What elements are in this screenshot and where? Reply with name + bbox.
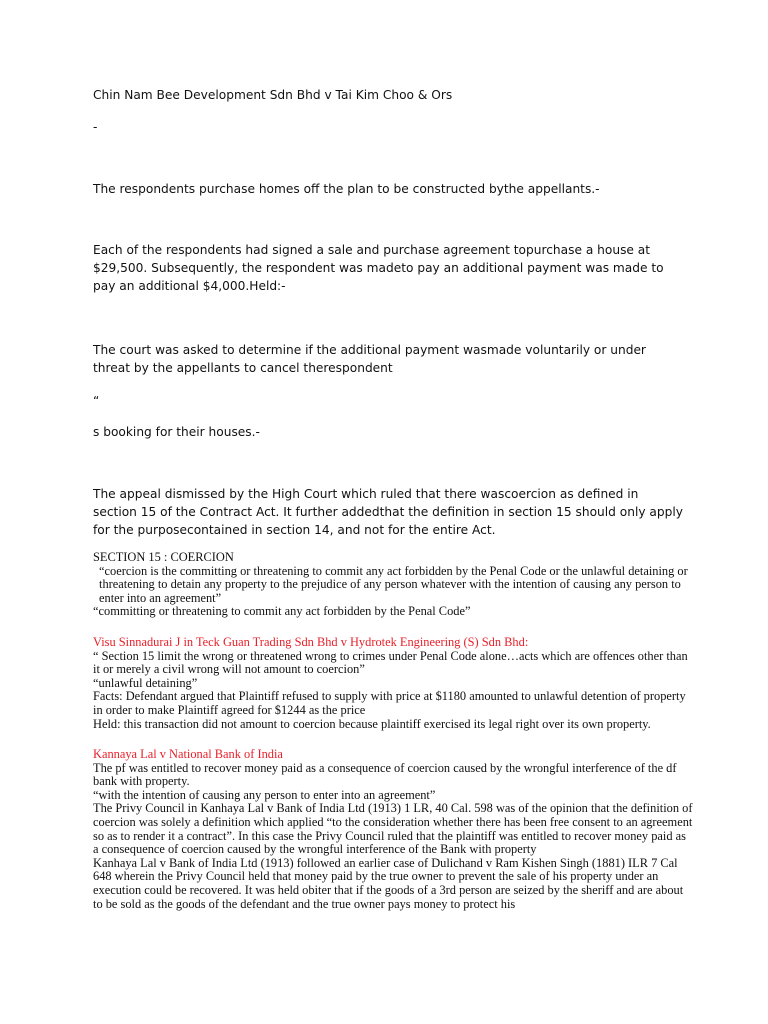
court-paragraph: The court was asked to determine if the additional payment wasmade voluntarily or under threat by the appellants to cancel therespondent	[93, 343, 646, 375]
visu-quote: “ Section 15 limit the wrong or threatened wrong to crimes under Penal Code alone…acts which are offences other than it or merely a civil wrong will not amount to coercion”	[93, 648, 688, 677]
section15-heading: SECTION 15 : COERCION	[93, 550, 234, 564]
facts-paragraph: The respondents purchase homes off the plan to be constructed bythe appellants.-	[93, 182, 600, 196]
followed-paragraph: Kanhaya Lal v Bank of India Ltd (1913) followed an earlier case of Dulichand v Ram Kishen Singh (1881) ILR 7 Cal 648 wherein the Privy Council held that money paid by the true owner to prevent the sale of his property under an execution could be recovered. It was held obiter that if the goods of a 3rd person are seized by the sheriff and are about to be sold as the goods of the defendant and the true owner pays money to protect his	[93, 855, 684, 911]
quote-mark: “	[93, 394, 100, 408]
section15-block	[93, 551, 693, 619]
visu-heading: Visu Sinnadurai J in Teck Guan Trading Sdn Bhd v Hydrotek Engineering (S) Sdn Bhd:	[93, 635, 529, 649]
section15-quote: “coercion is the committing or threatening to commit any act forbidden by the Penal Code or the unlawful detaining or threatening to detain any property to the prejudice of any person whatever with the intention of causing any person to enter into an agreement”	[99, 563, 688, 605]
visu-quote-2: “unlawful detaining”	[93, 675, 198, 690]
visu-held: Held: this transaction did not amount to coercion because plaintiff exercised its legal right over its own property.	[93, 716, 651, 731]
visu-facts: Facts: Defendant argued that Plaintiff refused to supply with price at $1180 amounted to unlawful detention of property in order to make Plaintiff agreed for $1244 as the price	[93, 689, 686, 717]
separator-dash: -	[93, 120, 98, 134]
kannaya-line: The pf was entitled to recover money paid as a consequence of coercion caused by the wrongful interference of the df bank with property.	[93, 760, 677, 789]
kannaya-block	[93, 748, 693, 911]
visu-block	[93, 636, 693, 731]
privy-council-paragraph: The Privy Council in Kanhaya Lal v Bank of India Ltd (1913) 1 LR, 40 Cal. 598 was of the opinion that the definition of coercion was solely a definition which applied “to the consideration whether there has been free consent to an agreement so as to render it a contract”. In this case the Privy Council ruled that the plaintiff was entitled to recover money paid as a consequence of coercion caused by the wrongful interference of the Bank with property	[93, 801, 693, 857]
section15-quote-2: “committing or threatening to commit any act forbidden by the Penal Code”	[93, 604, 471, 619]
booking-paragraph: s booking for their houses.-	[93, 425, 260, 439]
kannaya-quote: “with the intention of causing any person to enter into an agreement”	[93, 787, 436, 802]
agreement-paragraph: Each of the respondents had signed a sale and purchase agreement topurchase a house at $29,500. Subsequently, the respondent was madeto pay an additional payment was made to pay an additional $4,000.Held:-	[93, 243, 664, 293]
kannaya-heading: Kannaya Lal v National Bank of India	[93, 747, 283, 761]
appeal-paragraph: The appeal dismissed by the High Court which ruled that there wascoercion as defined in section 15 of the Contract Act. It further addedthat the definition in section 15 should only apply for the purposecontained in section 14, and not for the entire Act.	[93, 487, 683, 537]
case-title: Chin Nam Bee Development Sdn Bhd v Tai Kim Choo & Ors	[93, 88, 453, 102]
